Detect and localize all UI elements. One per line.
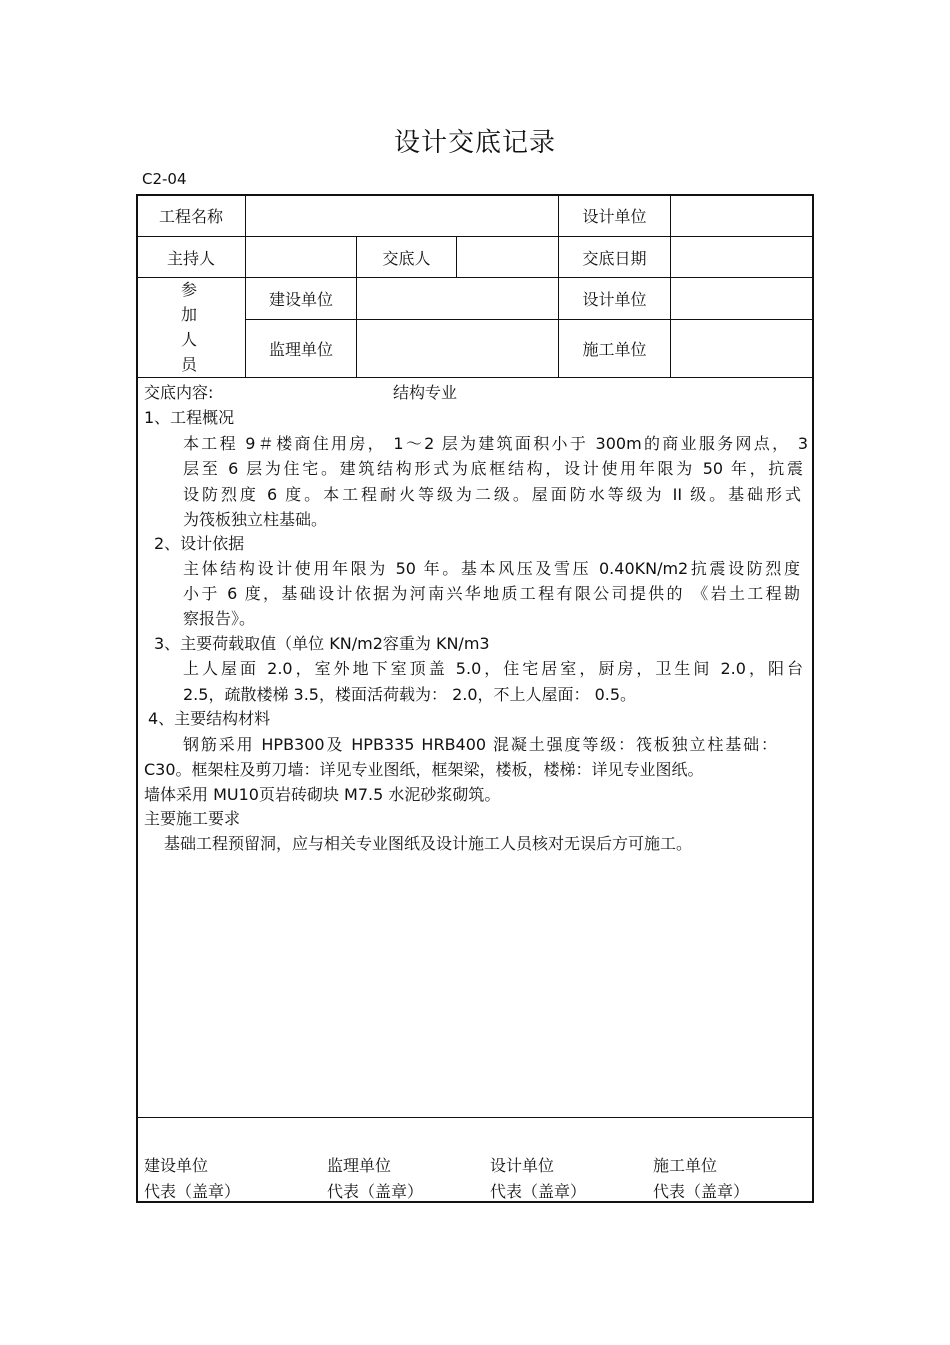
- footer-unit-design: 设计单位: [490, 1156, 555, 1175]
- construction-client-field[interactable]: [357, 278, 558, 319]
- paragraph-line: 本工程 9＃楼商住用房， 1～2 层为建筑面积小于 300m的商业服务网点， 3: [183, 434, 808, 453]
- form-code: C2-04: [142, 170, 187, 188]
- paragraph-line: 小于 6 度，基础设计依据为河南兴华地质工程有限公司提供的 《岩土工程勘: [183, 584, 800, 603]
- contractor-field[interactable]: [671, 320, 813, 377]
- supervision-field[interactable]: [357, 320, 558, 377]
- footer-rep-design: 代表（盖章）: [490, 1182, 587, 1201]
- footer-rep-contractor: 代表（盖章）: [653, 1182, 750, 1201]
- paragraph-line: 为筏板独立柱基础。: [183, 510, 328, 529]
- content-intro-label: 交底内容:: [144, 383, 214, 402]
- paragraph-line: 钢筋采用 HPB300及 HPB335 HRB400 混凝土强度等级：筏板独立柱基础：: [183, 735, 777, 754]
- design-unit-field[interactable]: [671, 195, 813, 236]
- paragraph-line: C30。框架柱及剪刀墙：详见专业图纸，框架梁，楼板，楼梯：详见专业图纸。: [144, 760, 704, 779]
- document-title: 设计交底记录: [393, 128, 556, 158]
- host-label: 主持人: [166, 248, 215, 268]
- paragraph-line: 层至 6 层为住宅。建筑结构形式为底框结构，设计使用年限为 50 年，抗震: [183, 459, 803, 478]
- design-unit-label-2: 设计单位: [582, 290, 647, 309]
- presenter-label: 交底人: [382, 248, 431, 268]
- contractor-label: 施工单位: [582, 340, 647, 359]
- paragraph-line: 察报告》。: [183, 609, 256, 628]
- row-divider: [136, 377, 814, 378]
- paragraph-line: 2.5，疏散楼梯 3.5，楼面活荷载为： 2.0，不上人屋面： 0.5。: [183, 685, 637, 704]
- footer-unit-contractor: 施工单位: [653, 1156, 718, 1175]
- host-field[interactable]: [246, 237, 356, 277]
- design-unit-label: 设计单位: [582, 207, 647, 226]
- construction-client-label: 建设单位: [268, 290, 333, 309]
- section-title: 3、主要荷载取值（单位 KN/m2容重为 KN/m3: [154, 634, 490, 653]
- paragraph-line: 基础工程预留洞，应与相关专业图纸及设计施工人员核对无误后方可施工。: [164, 834, 693, 853]
- footer-rep-supervision: 代表（盖章）: [327, 1182, 424, 1201]
- footer-unit-construction: 建设单位: [144, 1156, 209, 1175]
- footer-unit-supervision: 监理单位: [327, 1156, 392, 1175]
- participants-label: 参 加 人 员: [180, 280, 197, 374]
- paragraph-line: 设防烈度 6 度。本工程耐火等级为二级。屋面防水等级为 II 级。基础形式: [183, 485, 801, 504]
- project-name-label: 工程名称: [158, 207, 223, 226]
- paragraph-line: 上人屋面 2.0，室外地下室顶盖 5.0，住宅居室，厨房，卫生间 2.0，阳台: [183, 659, 803, 678]
- project-name-field[interactable]: [246, 195, 558, 236]
- design-unit-field-2[interactable]: [671, 278, 813, 319]
- presenter-field[interactable]: [457, 237, 558, 277]
- paragraph-line: 主体结构设计使用年限为 50 年。基本风压及雪压 0.40KN/m2抗震设防烈度: [183, 559, 800, 578]
- date-field[interactable]: [671, 237, 813, 277]
- discipline-label: 结构专业: [393, 383, 458, 402]
- footer-rep-construction: 代表（盖章）: [144, 1182, 241, 1201]
- section-title: 1、工程概况: [144, 408, 235, 427]
- supervision-label: 监理单位: [268, 340, 333, 359]
- row-divider: [136, 1117, 814, 1118]
- section-title: 4、主要结构材料: [148, 709, 271, 728]
- section-title: 主要施工要求: [144, 809, 241, 828]
- date-label: 交底日期: [582, 248, 647, 268]
- section-title: 2、设计依据: [154, 534, 245, 553]
- paragraph-line: 墙体采用 MU10页岩砖砌块 M7.5 水泥砂浆砌筑。: [144, 785, 501, 804]
